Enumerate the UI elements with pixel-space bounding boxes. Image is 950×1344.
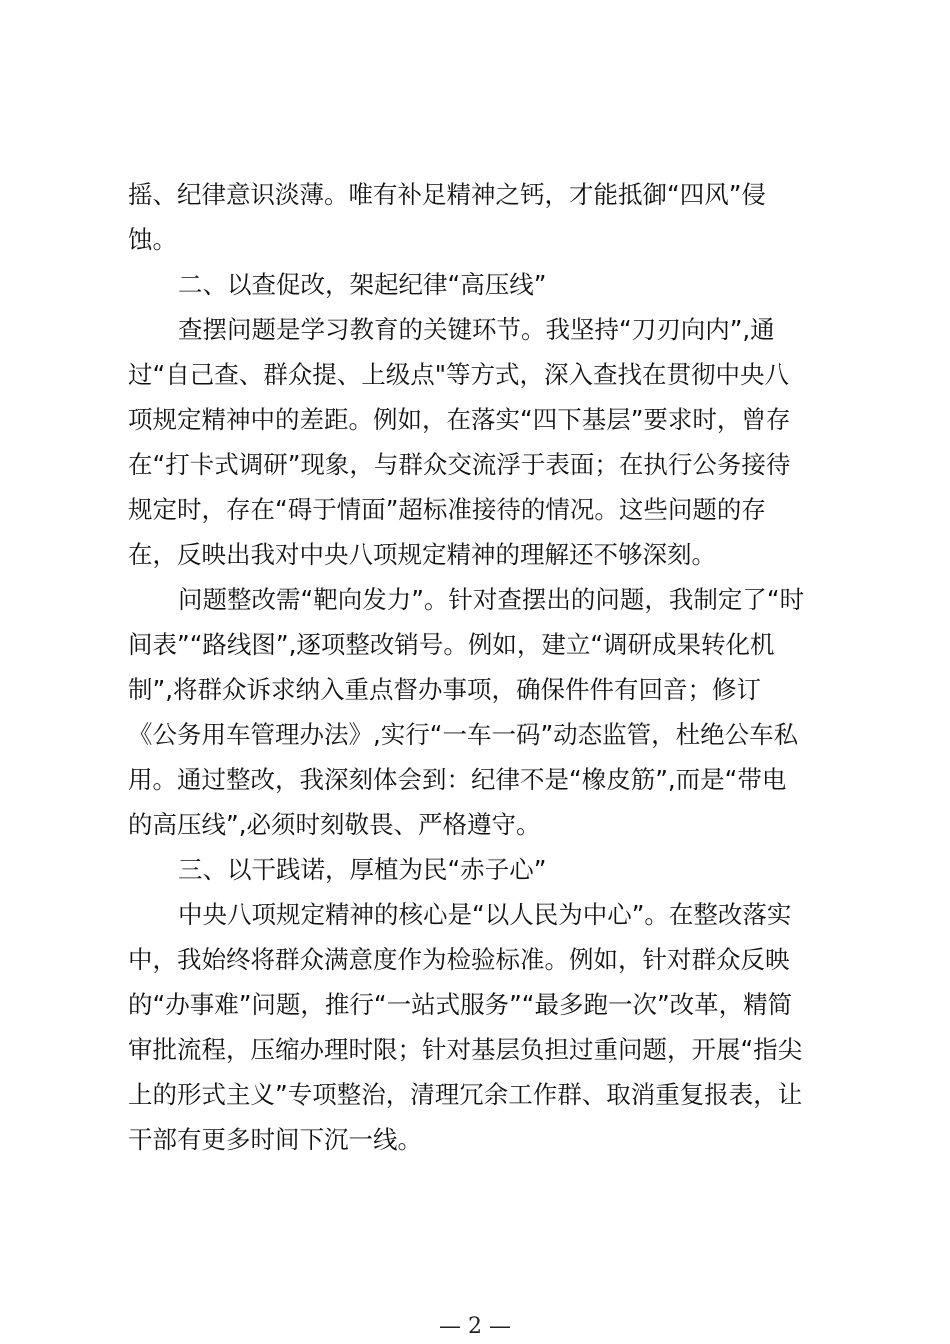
section-heading-3 xyxy=(128,847,834,892)
page-number: — 2 — xyxy=(439,1314,511,1339)
paragraph-problem-finding xyxy=(128,307,834,577)
section-heading: 二、以查促改，架起纪律“高压线” xyxy=(178,270,547,299)
section-heading: 三、以干践诺，厚植为民“赤子心” xyxy=(178,855,547,884)
text-line: 中，我始终将群众满意度作为检验标准。例如，针对群众反映 xyxy=(128,945,790,974)
text-line: 查摆问题是学习教育的关键环节。我坚持“刀刃向内”,通 xyxy=(178,315,775,344)
continuation-paragraph xyxy=(128,172,834,262)
text-line: 蚀。 xyxy=(128,225,177,254)
text-line: 规定时，存在“碍于情面”超标准接待的情况。这些问题的存 xyxy=(128,495,766,524)
text-line: 问题整改需“靶向发力”。针对查摆出的问题，我制定了“时 xyxy=(178,585,805,614)
text-line: 用。通过整改，我深刻体会到：纪律不是“橡皮筋”,而是“带电 xyxy=(128,765,787,794)
text-line: 的“办事难”问题，推行“一站式服务”“最多跑一次”改革，精简 xyxy=(128,990,793,1019)
text-line: 制”,将群众诉求纳入重点督办事项，确保件件有回音；修订 xyxy=(128,675,761,704)
text-line: 在“打卡式调研”现象，与群众交流浮于表面；在执行公务接待 xyxy=(128,450,791,479)
text-line: 审批流程，压缩办理时限；针对基层负担过重问题，开展“指尖 xyxy=(128,1035,803,1064)
text-line: 在，反映出我对中央八项规定精神的理解还不够深刻。 xyxy=(128,540,716,569)
paragraph-rectification xyxy=(128,577,834,847)
text-line: 项规定精神中的差距。例如，在落实“四下基层”要求时，曾存 xyxy=(128,405,791,434)
text-line: 《公务用车管理办法》,实行“一车一码”动态监管，杜绝公车私 xyxy=(128,720,799,749)
text-line: 摇、纪律意识淡薄。唯有补足精神之钙，才能抵御“四风”侵 xyxy=(128,180,766,209)
text-line: 间表”“路线图”,逐项整改销号。例如，建立“调研成果转化机 xyxy=(128,630,775,659)
text-line: 干部有更多时间下沉一线。 xyxy=(128,1125,422,1154)
body-text xyxy=(128,172,834,1162)
text-line: 中央八项规定精神的核心是“以人民为中心”。在整改落实 xyxy=(178,900,792,929)
paragraph-people-centered xyxy=(128,892,834,1162)
text-line: 过“自己查、群众提、上级点"等方式，深入查找在贯彻中央八 xyxy=(128,360,789,389)
text-line: 的高压线”,必须时刻敬畏、严格遵守。 xyxy=(128,810,541,839)
section-heading-2 xyxy=(128,262,834,307)
text-line: 上的形式主义”专项整治，清理冗余工作群、取消重复报表，让 xyxy=(128,1080,803,1109)
